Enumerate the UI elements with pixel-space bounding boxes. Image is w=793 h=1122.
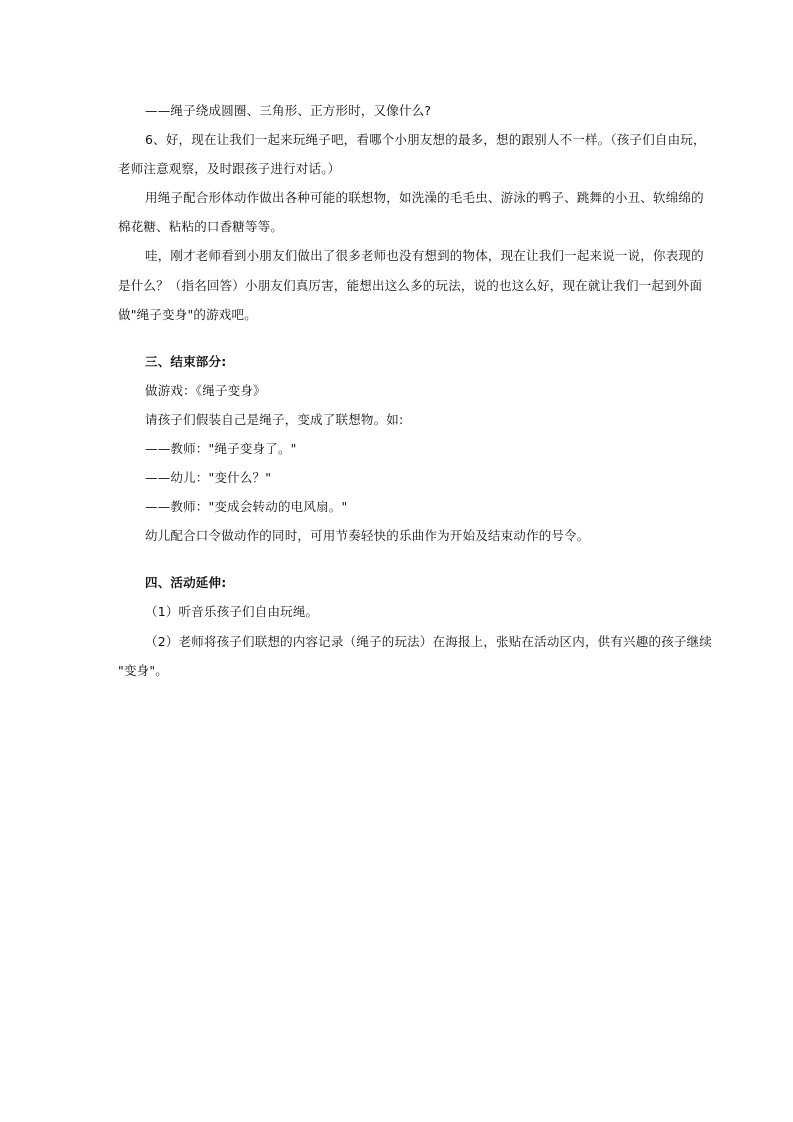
dialogue-line: ——教师："变成会转动的电风扇。"	[145, 499, 348, 514]
paragraph-line: 做游戏：《绳子变身》	[145, 383, 266, 398]
paragraph-line: 棉花糖、粘粘的口香糖等等。	[118, 219, 284, 234]
paragraph-line: "变身"。	[118, 663, 168, 678]
paragraph-line: 哇，刚才老师看到小朋友们做出了很多老师也没有想到的物体，现在让我们一起来说一说，你表现的	[145, 248, 704, 263]
list-item: （1）听音乐孩子们自由玩绳。	[145, 604, 319, 619]
paragraph-line: 幼儿配合口令做动作的同时，可用节奏轻快的乐曲作为开始及结束动作的号令。	[145, 528, 590, 543]
dialogue-line: ——教师："绳子变身了。"	[145, 441, 297, 456]
paragraph-line: ——绳子绕成圆圈、三角形、正方形时，又像什么?	[145, 103, 432, 118]
section-heading: 四、活动延伸:	[145, 575, 227, 590]
paragraph-line: 老师注意观察，及时跟孩子进行对话。）	[118, 161, 341, 176]
paragraph-line: 请孩子们假装自己是绳子，变成了联想物。如:	[145, 412, 404, 427]
list-item: （2）老师将孩子们联想的内容记录（绳子的玩法）在海报上，张贴在活动区内，供有兴趣的孩子继续	[145, 634, 712, 649]
paragraph-line: 做"绳子变身"的游戏吧。	[118, 307, 257, 322]
dialogue-line: ——幼儿："变什么？"	[145, 470, 272, 485]
paragraph-line: 是什么？（指名回答）小朋友们真厉害，能想出这么多的玩法，说的也这么好，现在就让我们一起到外面	[118, 278, 703, 293]
section-heading: 三、结束部分:	[145, 354, 227, 369]
paragraph-line: 用绳子配合形体动作做出各种可能的联想物，如洗澡的毛毛虫、游泳的鸭子、跳舞的小丑、软绵绵的	[145, 190, 704, 205]
paragraph-line: 6、好，现在让我们一起来玩绳子吧，看哪个小朋友想的最多，想的跟别人不一样。（孩子们自由玩，	[145, 132, 706, 147]
